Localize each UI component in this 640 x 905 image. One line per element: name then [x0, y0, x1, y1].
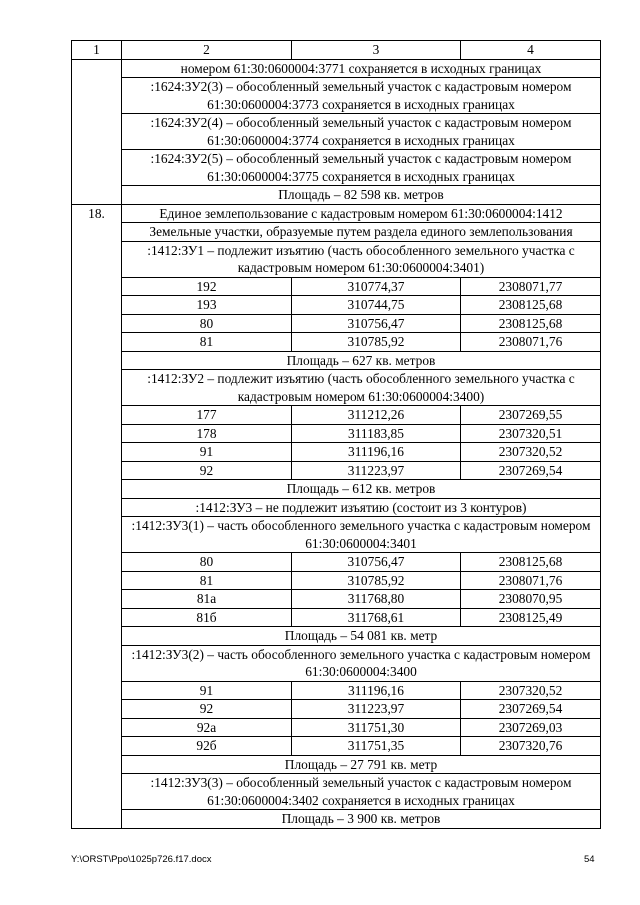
point-number: 178 — [122, 424, 292, 443]
text-cell: :1624:ЗУ2(3) – обособленный земельный участок с кадастровым номером 61:30:0600004:3773 сохраняется в исходных границах — [122, 78, 601, 114]
point-number: 80 — [122, 314, 292, 333]
continuation-row — [72, 150, 601, 186]
coordinate-x: 310744,75 — [292, 296, 461, 315]
text-row — [72, 241, 601, 277]
coordinate-y: 2307320,51 — [461, 424, 601, 443]
continuation-row — [72, 186, 601, 205]
column-header: 4 — [461, 41, 601, 60]
point-number: 177 — [122, 406, 292, 425]
point-number: 81 — [122, 333, 292, 352]
footer-page-number: 54 — [584, 854, 595, 865]
continuation-row — [72, 59, 601, 78]
point-number: 92 — [122, 461, 292, 480]
area-cell: Площадь – 54 081 кв. метр — [122, 627, 601, 646]
coordinate-x: 310785,92 — [292, 333, 461, 352]
coordinate-x: 310785,92 — [292, 571, 461, 590]
coordinate-row — [72, 590, 601, 609]
text-row — [72, 370, 601, 406]
coordinate-row — [72, 314, 601, 333]
number-cell — [72, 59, 122, 204]
coordinate-y: 2308125,68 — [461, 314, 601, 333]
coordinate-row — [72, 737, 601, 756]
section-heading: :1412:ЗУ1 – подлежит изъятию (часть обособленного земельного участка с кадастровым номером 61:30:0600004:3401) — [122, 241, 601, 277]
coordinate-row — [72, 296, 601, 315]
coordinate-x: 310756,47 — [292, 314, 461, 333]
text-row — [72, 351, 601, 370]
point-number: 92 — [122, 700, 292, 719]
coordinate-x: 311196,16 — [292, 681, 461, 700]
coordinate-row — [72, 443, 601, 462]
column-header: 1 — [72, 41, 122, 60]
text-row — [72, 517, 601, 553]
text-row — [72, 204, 601, 223]
coordinate-row — [72, 461, 601, 480]
item-number: 18. — [72, 204, 122, 828]
point-number: 91 — [122, 681, 292, 700]
coordinate-x: 311751,30 — [292, 718, 461, 737]
section-heading: :1412:ЗУ3(1) – часть обособленного земельного участка с кадастровым номером 61:30:0600004:3401 — [122, 517, 601, 553]
coordinate-y: 2308125,49 — [461, 608, 601, 627]
coordinate-row — [72, 406, 601, 425]
section-heading: :1412:ЗУ3(3) – обособленный земельный участок с кадастровым номером 61:30:0600004:3402 сохраняется в исходных границах — [122, 774, 601, 810]
item-title: Единое землепользование с кадастровым номером 61:30:0600004:1412 — [122, 204, 601, 223]
coordinate-row — [72, 277, 601, 296]
coordinate-x: 310774,37 — [292, 277, 461, 296]
text-row — [72, 645, 601, 681]
coordinate-x: 311212,26 — [292, 406, 461, 425]
text-cell: номером 61:30:0600004:3771 сохраняется в исходных границах — [122, 59, 601, 78]
coordinate-row — [72, 333, 601, 352]
document-table — [71, 40, 601, 829]
area-cell: Площадь – 3 900 кв. метров — [122, 810, 601, 829]
continuation-row — [72, 114, 601, 150]
coordinate-row — [72, 681, 601, 700]
coordinate-x: 311768,80 — [292, 590, 461, 609]
section-heading: :1412:ЗУ3(2) – часть обособленного земельного участка с кадастровым номером 61:30:0600004:3400 — [122, 645, 601, 681]
coordinate-y: 2307269,54 — [461, 461, 601, 480]
coordinate-y: 2307320,52 — [461, 681, 601, 700]
text-row — [72, 627, 601, 646]
coordinate-y: 2308125,68 — [461, 296, 601, 315]
area-cell: Площадь – 627 кв. метров — [122, 351, 601, 370]
coordinate-y: 2307269,03 — [461, 718, 601, 737]
point-number: 192 — [122, 277, 292, 296]
point-number: 81а — [122, 590, 292, 609]
text-row — [72, 774, 601, 810]
coordinate-y: 2307269,54 — [461, 700, 601, 719]
coordinate-y: 2307320,52 — [461, 443, 601, 462]
point-number: 91 — [122, 443, 292, 462]
coordinate-row — [72, 608, 601, 627]
coordinate-y: 2308070,95 — [461, 590, 601, 609]
point-number: 80 — [122, 553, 292, 572]
section-heading: :1412:ЗУ2 – подлежит изъятию (часть обособленного земельного участка с кадастровым номером 61:30:0600004:3400) — [122, 370, 601, 406]
text-row — [72, 480, 601, 499]
coordinate-x: 311183,85 — [292, 424, 461, 443]
coordinate-x: 311751,35 — [292, 737, 461, 756]
coordinate-y: 2308125,68 — [461, 553, 601, 572]
text-row — [72, 810, 601, 829]
continuation-row — [72, 78, 601, 114]
item-subtitle: Земельные участки, образуемые путем раздела единого землепользования — [122, 223, 601, 242]
coordinate-x: 311196,16 — [292, 443, 461, 462]
header-row — [72, 41, 601, 60]
coordinate-row — [72, 553, 601, 572]
coordinate-x: 311223,97 — [292, 461, 461, 480]
text-row — [72, 223, 601, 242]
column-header: 3 — [292, 41, 461, 60]
text-row — [72, 755, 601, 774]
coordinate-x: 311768,61 — [292, 608, 461, 627]
point-number: 81 — [122, 571, 292, 590]
point-number: 193 — [122, 296, 292, 315]
text-cell: :1624:ЗУ2(4) – обособленный земельный участок с кадастровым номером 61:30:0600004:3774 сохраняется в исходных границах — [122, 114, 601, 150]
point-number: 92а — [122, 718, 292, 737]
coordinate-row — [72, 718, 601, 737]
area-cell: Площадь – 612 кв. метров — [122, 480, 601, 499]
text-row — [72, 498, 601, 517]
area-cell: Площадь – 27 791 кв. метр — [122, 755, 601, 774]
coordinate-row — [72, 571, 601, 590]
coordinate-y: 2307320,76 — [461, 737, 601, 756]
coordinate-y: 2308071,76 — [461, 333, 601, 352]
footer-file-path: Y:\ORST\Ppo\1025p726.f17.docx — [71, 854, 212, 865]
coordinate-y: 2307269,55 — [461, 406, 601, 425]
area-cell: Площадь – 82 598 кв. метров — [122, 186, 601, 205]
text-cell: :1624:ЗУ2(5) – обособленный земельный участок с кадастровым номером 61:30:0600004:3775 сохраняется в исходных границах — [122, 150, 601, 186]
coordinate-x: 310756,47 — [292, 553, 461, 572]
column-header: 2 — [122, 41, 292, 60]
coordinate-x: 311223,97 — [292, 700, 461, 719]
section-heading: :1412:ЗУ3 – не подлежит изъятию (состоит из 3 контуров) — [122, 498, 601, 517]
coordinate-y: 2308071,77 — [461, 277, 601, 296]
point-number: 92б — [122, 737, 292, 756]
point-number: 81б — [122, 608, 292, 627]
coordinate-row — [72, 700, 601, 719]
coordinate-y: 2308071,76 — [461, 571, 601, 590]
coordinate-row — [72, 424, 601, 443]
